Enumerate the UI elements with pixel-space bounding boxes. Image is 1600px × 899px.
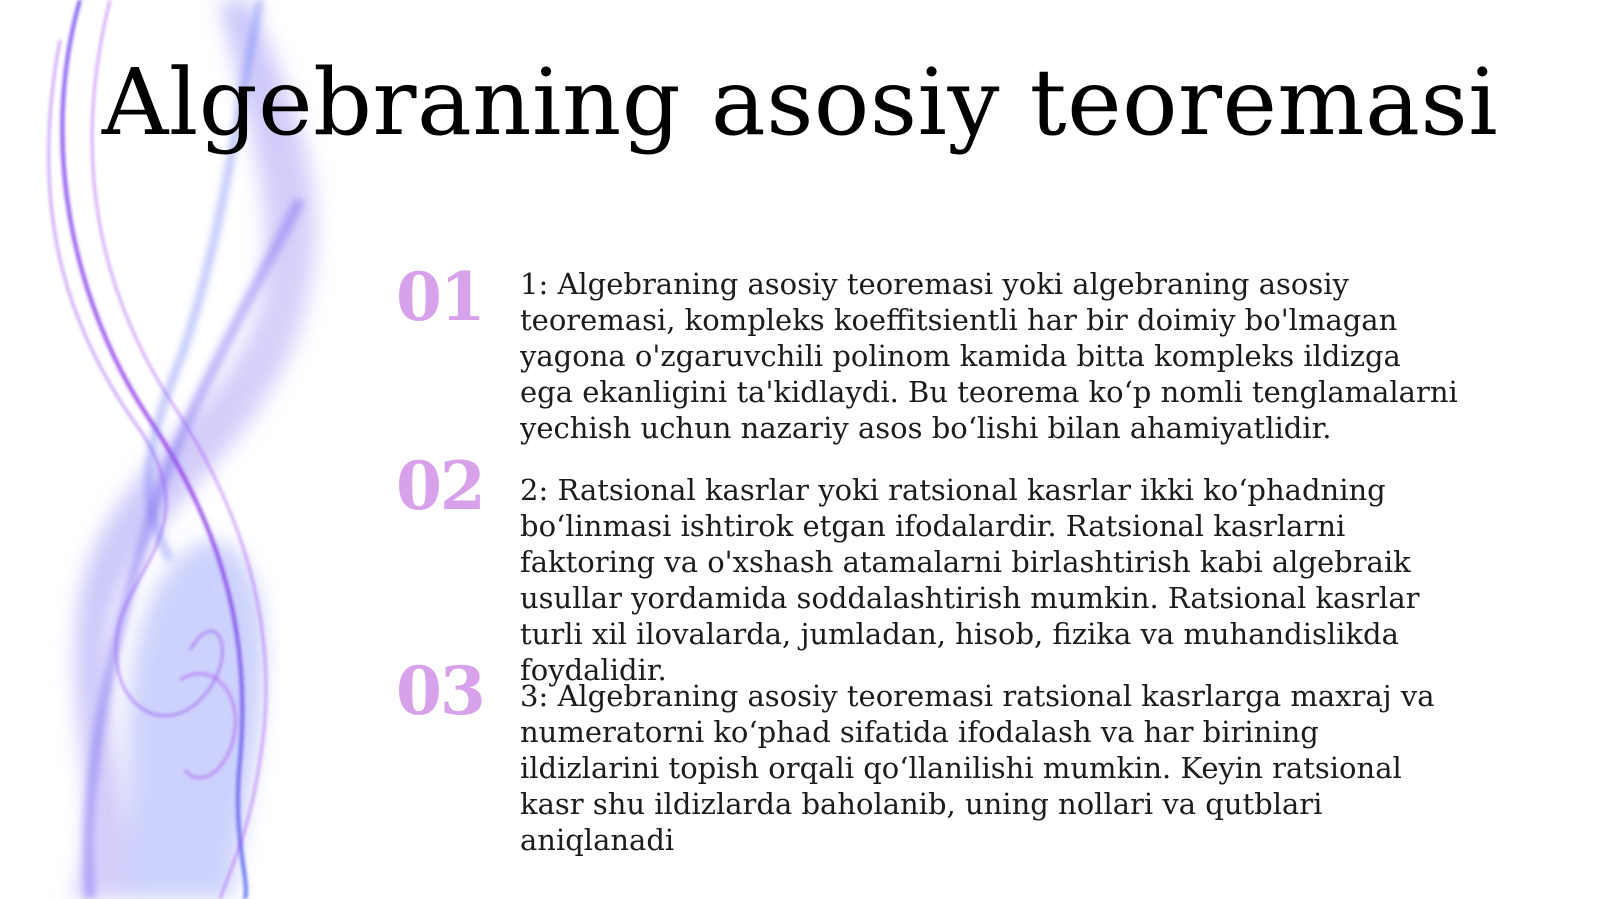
item-number: 01 bbox=[396, 258, 484, 336]
slide-title: Algebraning asosiy teoremasi bbox=[101, 49, 1499, 156]
item-number: 02 bbox=[396, 447, 484, 525]
item-text: 1: Algebraning asosiy teoremasi yoki algebraning asosiy teoremasi, kompleks koeffitsientli har bir doimiy bo'lmagan yagona o'zgaruvchili polinom kamida bitta kompleks ildizga ega ekanligini ta'kidlaydi. Bu teorema koʻp nomli tenglamalarni yechish uchun nazariy asos boʻlishi bilan ahamiyatlidir. bbox=[520, 267, 1458, 445]
item-text: 2: Ratsional kasrlar yoki ratsional kasrlar ikki koʻphadning boʻlinmasi ishtirok etgan ifodalardir. Ratsional kasrlarni faktoring va o'xshash atamalarni birlashtirish kabi algebraik usullar yordamida soddalashtirish mumkin. Ratsional kasrlar turli xil ilovalarda, jumladan, hisob, fizika va muhandislikda foydalidir. bbox=[520, 473, 1420, 687]
item-number: 03 bbox=[396, 652, 484, 730]
item-text: 3: Algebraning asosiy teoremasi ratsional kasrlarga maxraj va numeratorni koʻphad sifatida ifodalash va har birining ildizlarini topish orqali qoʻllanilishi mumkin. Keyin ratsional kasr shu ildizlarda baholanib, uning nollari va qutblari aniqlanadi bbox=[520, 679, 1435, 857]
